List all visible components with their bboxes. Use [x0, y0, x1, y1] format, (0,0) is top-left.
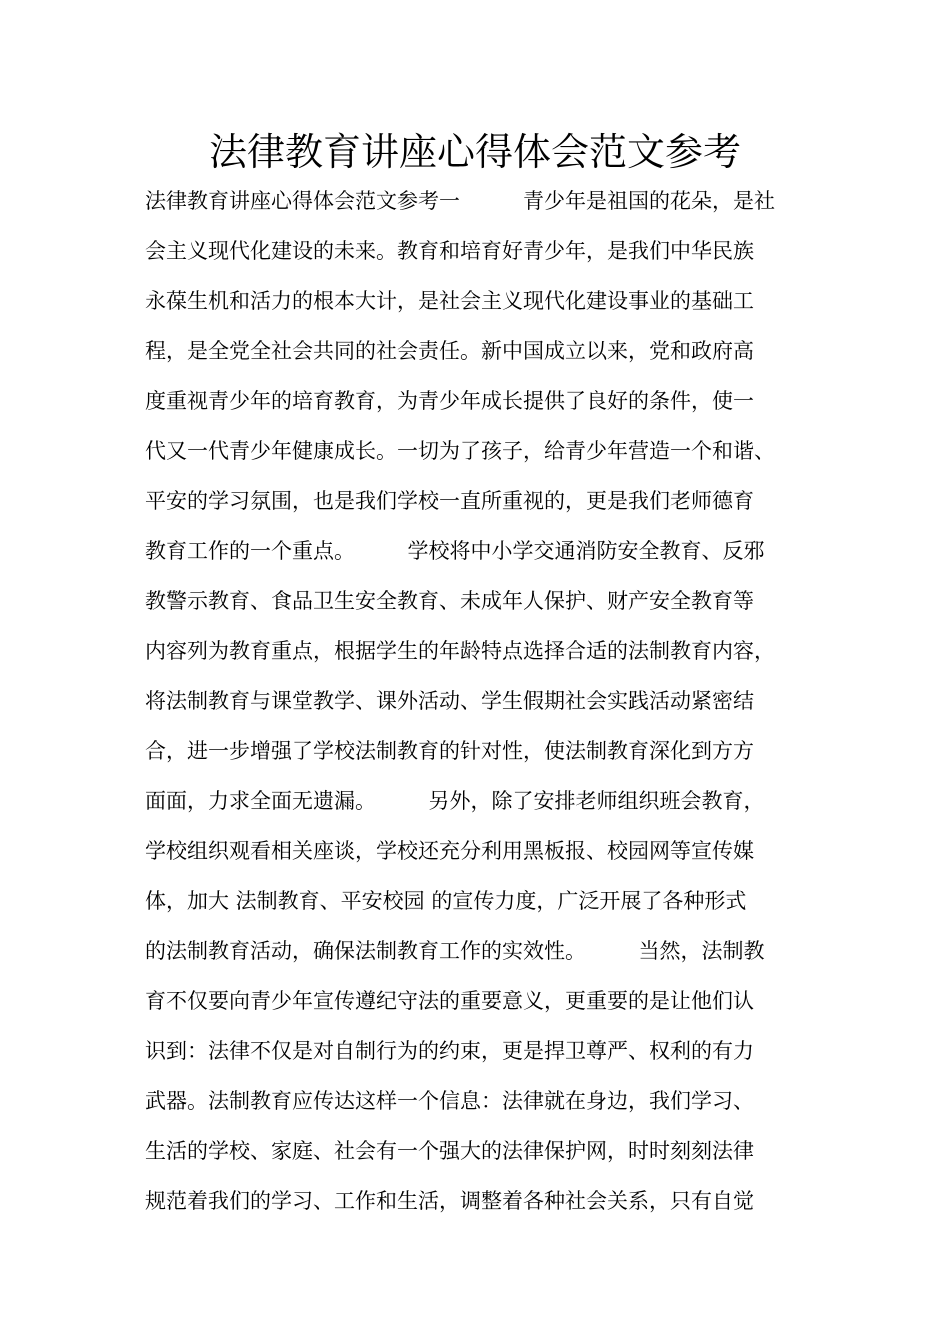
- body-line: 内容列为教育重点，根据学生的年龄特点选择合适的法制教育内容，: [145, 639, 775, 663]
- body-line: 体，加大 法制教育、平安校园 的宣传力度，广泛开展了各种形式: [145, 889, 747, 913]
- body-line: 武器。法制教育应传达这样一个信息：法律就在身边，我们学习、: [145, 1089, 754, 1113]
- body-line: 法律教育讲座心得体会范文参考一 青少年是祖国的花朵，是社: [145, 189, 775, 213]
- body-line: 平安的学习氛围，也是我们学校一直所重视的，更是我们老师德育: [145, 489, 754, 513]
- body-line: 代又一代青少年健康成长。一切为了孩子，给青少年营造一个和谐、: [145, 439, 775, 463]
- body-line: 规范着我们的学习、工作和生活，调整着各种社会关系，只有自觉: [145, 1189, 754, 1213]
- body-line: 永葆生机和活力的根本大计，是社会主义现代化建设事业的基础工: [145, 289, 754, 313]
- body-line: 程，是全党全社会共同的社会责任。新中国成立以来，党和政府高: [145, 339, 754, 363]
- body-line: 合，进一步增强了学校法制教育的针对性，使法制教育深化到方方: [145, 739, 754, 763]
- body-line: 的法制教育活动，确保法制教育工作的实效性。 当然，法制教: [145, 939, 765, 963]
- body-line: 教育工作的一个重点。 学校将中小学交通消防安全教育、反邪: [145, 539, 765, 563]
- document-title: 法律教育讲座心得体会范文参考: [208, 130, 741, 174]
- body-line: 将法制教育与课堂教学、课外活动、学生假期社会实践活动紧密结: [145, 689, 754, 713]
- body-line: 教警示教育、食品卫生安全教育、未成年人保护、财产安全教育等: [145, 589, 754, 613]
- document-body: [145, 176, 845, 1226]
- body-line: 学校组织观看相关座谈，学校还充分利用黑板报、校园网等宣传媒: [145, 839, 754, 863]
- body-line: 识到：法律不仅是对自制行为的约束，更是捍卫尊严、权利的有力: [145, 1039, 754, 1063]
- body-line: 育不仅要向青少年宣传遵纪守法的重要意义，更重要的是让他们认: [145, 989, 754, 1013]
- body-line: 会主义现代化建设的未来。教育和培育好青少年，是我们中华民族: [145, 239, 754, 263]
- body-line: 生活的学校、家庭、社会有一个强大的法律保护网，时时刻刻法律: [145, 1139, 754, 1163]
- body-line: 面面，力求全面无遗漏。 另外，除了安排老师组织班会教育，: [145, 789, 765, 813]
- body-line: 度重视青少年的培育教育，为青少年成长提供了良好的条件，使一: [145, 389, 754, 413]
